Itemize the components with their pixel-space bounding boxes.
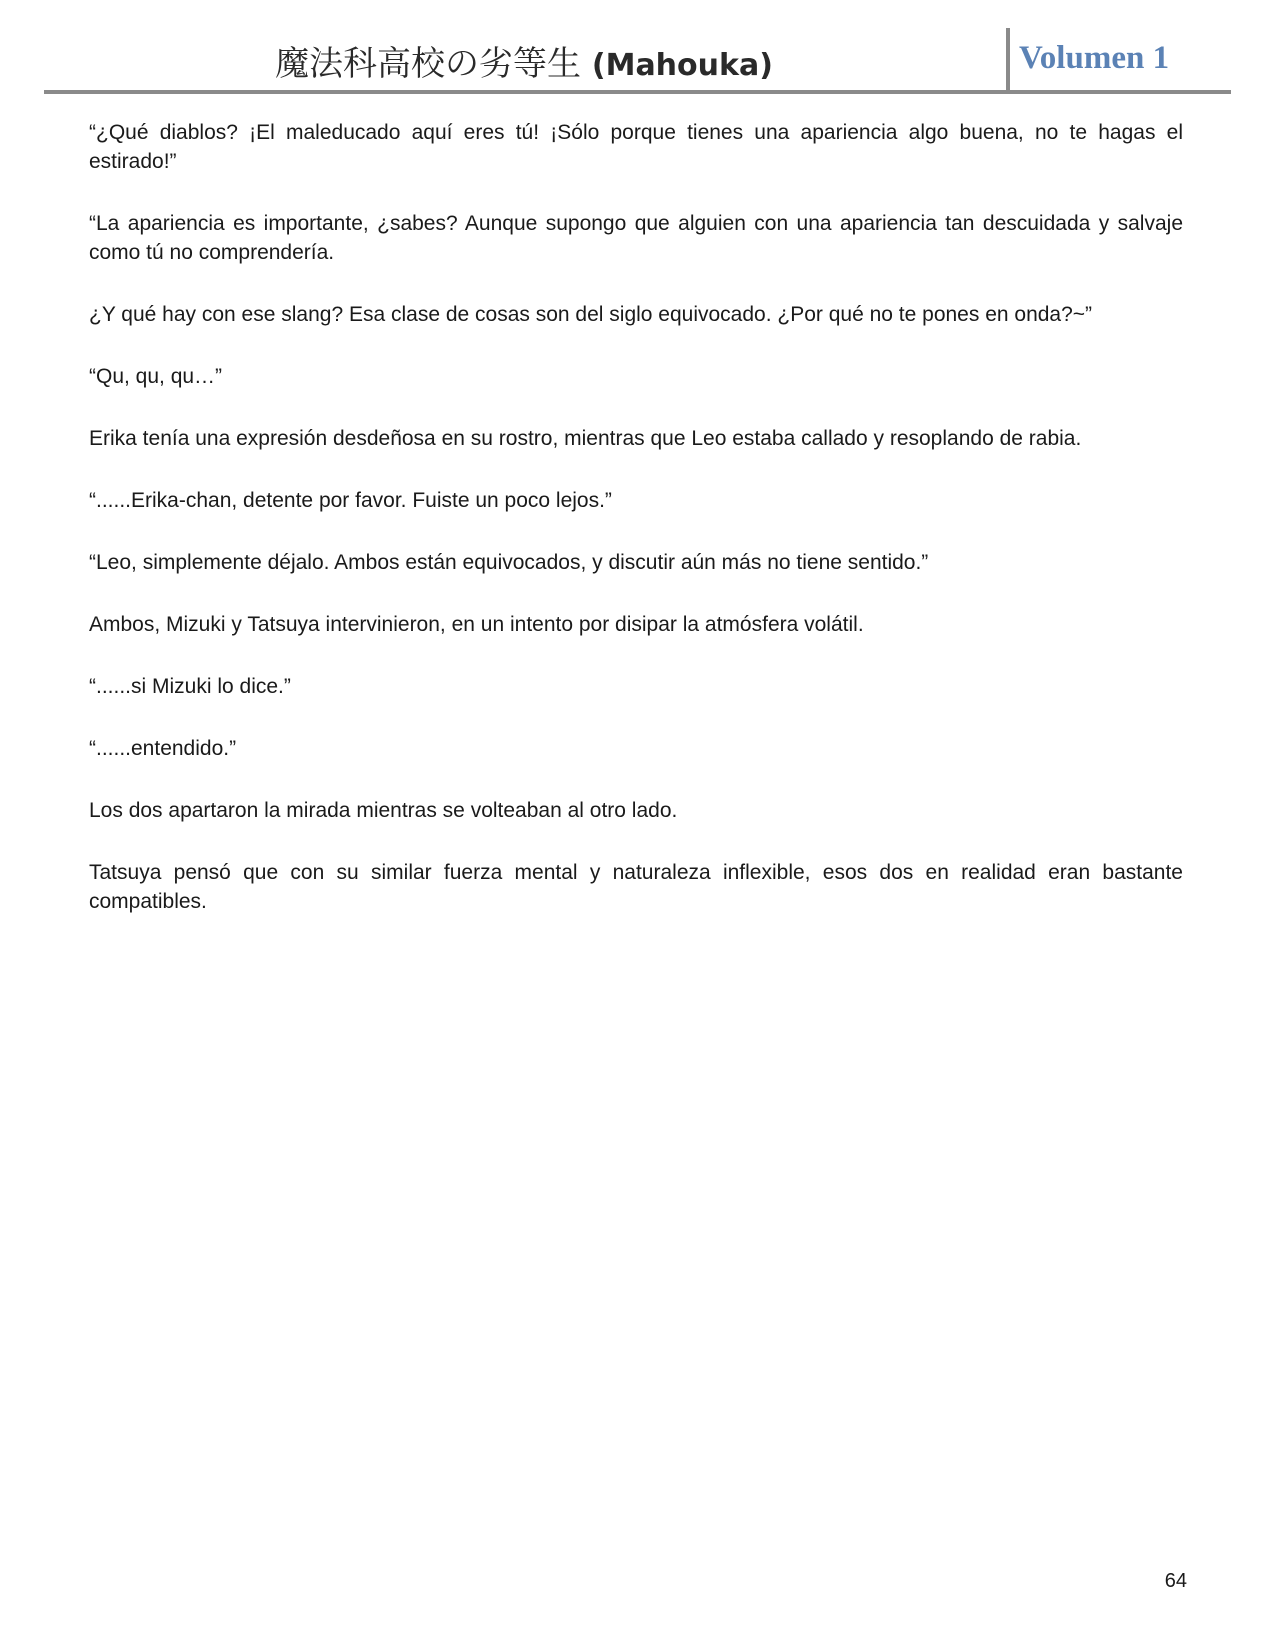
- paragraph: “Leo, simplemente déjalo. Ambos están equivocados, y discutir aún más no tiene sentido.”: [89, 551, 929, 574]
- paragraph: ¿Y qué hay con ese slang? Esa clase de cosas son del siglo equivocado. ¿Por qué no te pones en onda?~”: [89, 303, 1093, 326]
- paragraph: Tatsuya pensó que con su similar fuerza mental y naturaleza inflexible, esos dos en realidad eran bastante compatibles.: [89, 861, 1183, 913]
- header-rule: [44, 90, 1231, 94]
- paragraph: Los dos apartaron la mirada mientras se volteaban al otro lado.: [89, 799, 678, 822]
- volume-label: Volumen 1: [1019, 40, 1170, 76]
- book-title: [44, 36, 1004, 85]
- paragraph: “......Erika-chan, detente por favor. Fuiste un poco lejos.”: [89, 489, 612, 512]
- paragraph: “La apariencia es importante, ¿sabes? Aunque supongo que alguien con una apariencia tan descuidada y salvaje como tú no comprendería.: [89, 212, 1183, 264]
- paragraph: “......si Mizuki lo dice.”: [89, 675, 291, 698]
- paragraph: Ambos, Mizuki y Tatsuya intervinieron, en un intento por disipar la atmósfera volátil.: [89, 613, 864, 636]
- book-title-latin: (Mahouka): [591, 48, 773, 83]
- paragraph: “¿Qué diablos? ¡El maleducado aquí eres tú! ¡Sólo porque tienes una apariencia algo buena, no te hagas el estirado!”: [89, 121, 1183, 173]
- book-title-japanese: 魔法科高校の劣等生: [275, 44, 582, 84]
- paragraph: “......entendido.”: [89, 737, 237, 760]
- header-divider: [1006, 28, 1010, 94]
- page-number: 64: [1164, 1570, 1187, 1592]
- page-body: [89, 118, 1183, 949]
- paragraph: “Qu, qu, qu…”: [89, 365, 223, 388]
- paragraph: Erika tenía una expresión desdeñosa en su rostro, mientras que Leo estaba callado y resoplando de rabia.: [89, 427, 1082, 450]
- page-header: [44, 28, 1231, 94]
